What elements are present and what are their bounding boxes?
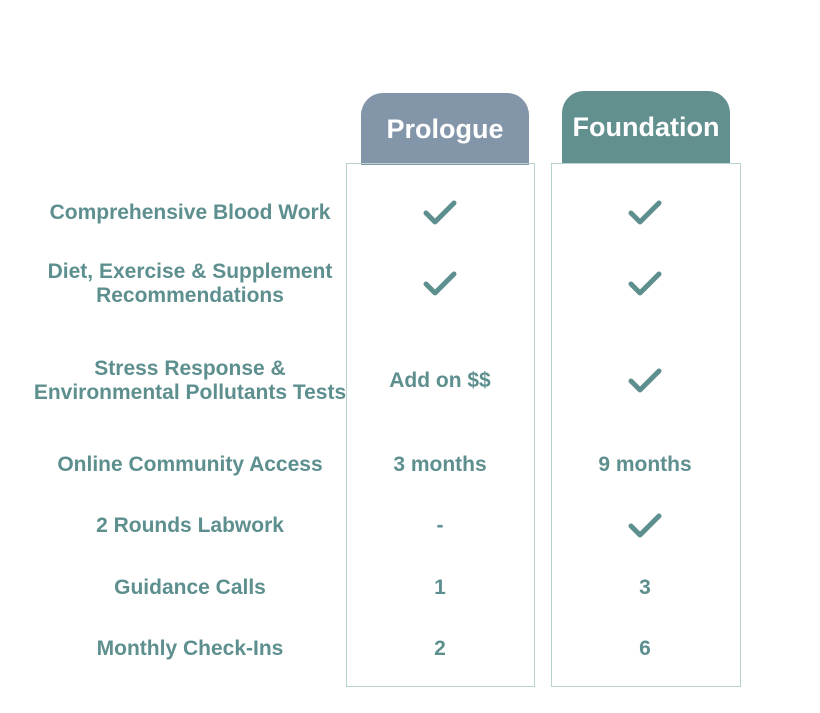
foundation-check-icon [551,511,739,541]
prologue-check-icon [346,269,534,299]
prologue-check-icon [346,198,534,228]
row-label: Guidance Calls [114,576,266,599]
prologue-column-header [361,93,529,165]
row-label: Stress Response & Environmental Pollutants Tests [33,357,347,404]
row-label: 2 Rounds Labwork [96,514,284,537]
prologue-cell-value: Add on $$ [389,369,491,392]
foundation-column-header [562,91,730,163]
prologue-column-box [346,163,535,687]
row-label: Diet, Exercise & Supplement Recommendations [47,260,333,307]
row-label: Online Community Access [57,453,323,476]
foundation-column-box [551,163,741,687]
prologue-cell-value: 3 months [393,453,487,476]
foundation-cell-value: 3 [639,576,651,599]
foundation-check-icon [551,366,739,396]
prologue-cell-value: 1 [434,576,446,599]
foundation-check-icon [551,269,739,299]
row-label: Comprehensive Blood Work [49,201,331,224]
prologue-column-title: Prologue [386,113,504,144]
row-label: Monthly Check-Ins [96,637,284,660]
foundation-cell-value: 6 [639,637,651,660]
foundation-cell-value: 9 months [598,453,692,476]
foundation-column-title: Foundation [572,111,720,142]
prologue-cell-value: 2 [434,637,446,660]
foundation-check-icon [551,198,739,228]
prologue-cell-value: - [436,514,444,537]
